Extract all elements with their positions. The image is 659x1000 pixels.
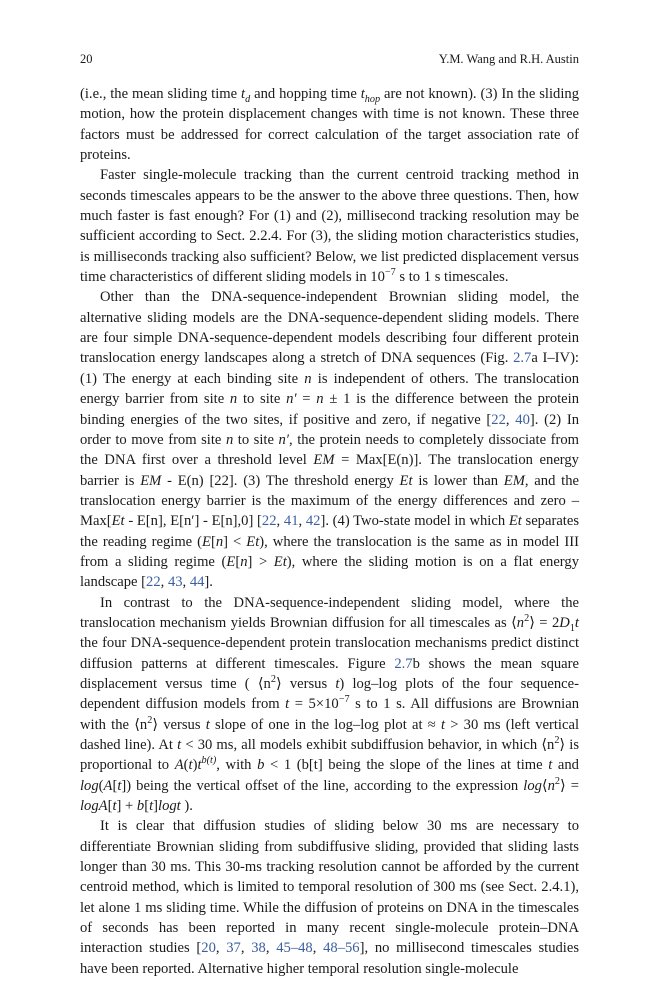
text-run: ± 1 is the difference between the protein binding energies of the two sites, if positive and zero, if negative [ bbox=[80, 391, 580, 428]
citation-link[interactable]: 43 bbox=[167, 574, 183, 591]
text-run: [ bbox=[235, 553, 241, 570]
text-run: EM bbox=[140, 472, 162, 489]
text-run: ], no millisecond timescales studies have been reported. Alternative higher temporal resolution single-molecule bbox=[80, 940, 580, 977]
text-run: > 30 ms (left vertical dashed line). At bbox=[80, 716, 579, 753]
text-run: is independent of others. The translocation energy barrier from site bbox=[80, 370, 579, 408]
paragraph bbox=[80, 593, 579, 817]
citation-link[interactable]: 44 bbox=[189, 574, 205, 591]
text-run: t bbox=[360, 86, 365, 102]
text-run: ). bbox=[180, 798, 193, 815]
text-run: t bbox=[241, 86, 246, 102]
text-run: ] > bbox=[247, 553, 274, 570]
text-run: s to 1 s timescales. bbox=[395, 269, 509, 286]
text-run: A bbox=[103, 777, 113, 794]
text-run: t bbox=[205, 716, 210, 733]
citation-link[interactable]: 41 bbox=[283, 513, 299, 530]
text-run: is proportional to bbox=[80, 737, 579, 774]
paragraph bbox=[80, 816, 579, 979]
text-run: , bbox=[276, 513, 284, 530]
text-run: ]. bbox=[204, 574, 213, 591]
text-run: It is clear that diffusion studies of sliding below 30 ms are necessary to differentiate Brownian sliding from subdiffusive sliding, provided that sliding lasts longer than 30 ms. This 30-ms tracking resolution cannot be afforded by the current centroid method, which is limited to temporal resolution of 300 ms (see Sect. 2.4.1), let alone 1 ms sliding time. While the diffusion of proteins on DNA in the timescales of seconds has been reported in many recent single-molecule protein–DNA interaction studies [ bbox=[80, 818, 579, 957]
text-run: ⟨ bbox=[511, 614, 517, 631]
citation-link[interactable]: 20 bbox=[201, 940, 216, 957]
text-run: n bbox=[240, 553, 248, 570]
text-run: ) bbox=[192, 757, 198, 774]
text-run: t bbox=[548, 757, 553, 774]
text-run: and hopping time bbox=[250, 86, 361, 102]
citation-link[interactable]: 38 bbox=[251, 940, 266, 957]
running-head: Y.M. Wang and R.H. Austin bbox=[438, 52, 579, 66]
text-run: Et bbox=[246, 533, 260, 550]
text-run: ⟨n bbox=[257, 675, 271, 692]
text-run: n′ bbox=[278, 431, 289, 448]
page-number: 20 bbox=[80, 52, 93, 66]
text-run: ⟩ = 2 bbox=[529, 614, 560, 631]
text-run: Et bbox=[399, 472, 413, 489]
text-run: ⟨n bbox=[134, 716, 148, 733]
text-run: t bbox=[440, 716, 446, 733]
text-run: b(t) bbox=[201, 755, 217, 767]
text-run: t bbox=[112, 798, 117, 815]
text-run: log bbox=[80, 777, 99, 794]
text-run: ]) being the vertical offset of the line, according to the expression bbox=[121, 777, 524, 794]
text-run: , bbox=[505, 411, 516, 428]
text-run: s to 1 s. All diffusions are Brownian with the bbox=[80, 696, 579, 733]
citation-link[interactable]: 22 bbox=[491, 411, 506, 428]
text-run: ] + bbox=[116, 798, 137, 815]
text-run: −7 bbox=[384, 267, 396, 279]
text-run: , bbox=[215, 940, 227, 957]
text-run: 2 bbox=[524, 613, 530, 625]
text-run: [ bbox=[112, 777, 118, 794]
text-run: , bbox=[312, 940, 324, 957]
text-run: t bbox=[149, 798, 154, 815]
text-run: Faster single-molecule tracking than the current centroid tracking method in seconds timescales appears to be the answer to the above three questions. Then, how much faster is fast enough? For (1) and (2), millisecond tracking resolution may be sufficient according to Sect. 2.2.4. For (3), the sliding motion characteristics studies, is milliseconds tracking also sufficient? Below, we list predicted displacement versus time characteristics of different sliding models in 10 bbox=[80, 167, 579, 286]
text-run: ⟩ bbox=[152, 716, 159, 733]
text-run: ]. (2) In order to move from site bbox=[80, 411, 579, 448]
text-run: 2 bbox=[147, 714, 153, 726]
text-run: n′ bbox=[286, 391, 297, 408]
text-run: ⟨n bbox=[541, 737, 555, 753]
text-run: Et bbox=[273, 553, 287, 570]
text-run: ⟨ bbox=[541, 777, 548, 794]
text-run: 2 bbox=[554, 735, 560, 747]
text-run: , the protein needs to completely dissociate from the DNA first over a threshold level bbox=[80, 431, 579, 469]
text-run: EM bbox=[313, 452, 335, 469]
text-run: to site bbox=[237, 391, 287, 408]
page-header bbox=[80, 52, 579, 70]
text-run: logt bbox=[158, 798, 181, 815]
text-run: are not known). (3) In the sliding motion, how the protein displacement changes with time is not known. These three factors must be addressed for correct calculation of the target association rate of proteins. bbox=[80, 86, 579, 164]
body-text bbox=[80, 84, 579, 979]
text-run: Et bbox=[111, 513, 125, 530]
text-run: t bbox=[188, 757, 193, 774]
text-run: (i.e., the mean sliding time bbox=[80, 86, 242, 102]
text-run: = bbox=[296, 391, 317, 408]
text-run: , bbox=[240, 940, 252, 957]
citation-link[interactable]: 37 bbox=[226, 940, 241, 957]
paragraph bbox=[80, 84, 579, 165]
text-run: D bbox=[559, 614, 570, 631]
text-run: ] bbox=[153, 798, 159, 815]
text-run: b bbox=[257, 757, 265, 774]
text-run: Other than the DNA-sequence-independent Brownian sliding model, the alternative sliding models are the DNA-sequence-dependent sliding models. There are four simple DNA-sequence-dependent models describing four different protein translocation energy landscapes along a stretch of DNA sequences (Fig. bbox=[80, 289, 579, 367]
text-run: ] < bbox=[223, 533, 247, 550]
paragraph bbox=[80, 287, 579, 592]
text-run: ⟩ bbox=[559, 737, 566, 753]
text-run: the four DNA-sequence-dependent protein translocation mechanisms predict distinct diffusion patterns at different timescales. Figure bbox=[80, 635, 579, 672]
text-run: a I–IV): (1) The energy at each binding site bbox=[80, 350, 579, 387]
text-run: t bbox=[117, 777, 122, 794]
citation-link[interactable]: 2.7 bbox=[513, 350, 532, 367]
text-run: ) log–log plots of the four sequence-dependent diffusion models from bbox=[80, 675, 579, 713]
citation-link[interactable]: 22 bbox=[146, 574, 161, 591]
text-run: = 5×10 bbox=[289, 696, 339, 713]
text-run: Et bbox=[508, 513, 522, 530]
citation-link[interactable]: 42 bbox=[305, 513, 321, 530]
text-run: 1 bbox=[569, 622, 575, 634]
text-run: t bbox=[574, 614, 579, 631]
text-run: < 1 (b[t] being the slope of the lines at time bbox=[264, 757, 549, 774]
text-run: E bbox=[202, 533, 211, 550]
text-run: n bbox=[516, 614, 525, 631]
text-run: , bbox=[182, 574, 190, 591]
text-run: [ bbox=[107, 798, 113, 815]
text-run: ( bbox=[98, 777, 104, 794]
text-run: ⟩ = bbox=[560, 777, 579, 794]
text-run: hop bbox=[364, 93, 381, 105]
text-run: [ bbox=[144, 798, 150, 815]
text-run: separates the reading regime ( bbox=[80, 513, 580, 550]
text-run: is lower than bbox=[412, 472, 504, 489]
text-run: < 30 ms, all models exhibit subdiffusion behavior, in which bbox=[181, 737, 542, 753]
text-run: n bbox=[215, 533, 224, 550]
text-run: In contrast to the DNA-sequence-independent sliding model, where the translocation mechanism yields Brownian diffusion for all timescales as bbox=[80, 594, 579, 631]
text-run: logA bbox=[80, 798, 108, 815]
text-run: and bbox=[552, 757, 579, 774]
text-run: b shows the mean square displacement versus time ( bbox=[80, 655, 579, 692]
citation-link[interactable]: 22 bbox=[261, 513, 277, 530]
text-run: , and the translocation energy barrier is the maximum of the energy differences and zero – Max[ bbox=[80, 472, 579, 530]
text-run: versus bbox=[158, 716, 206, 733]
text-run: EM bbox=[503, 472, 525, 489]
text-run: ]. (4) Two-state model in which bbox=[320, 513, 509, 530]
text-run: [ bbox=[210, 533, 216, 550]
text-run: ), where the sliding motion is on a flat energy landscape [ bbox=[80, 553, 579, 591]
text-run: , bbox=[265, 940, 277, 957]
text-run: b bbox=[136, 798, 145, 815]
text-run: n bbox=[225, 431, 234, 448]
text-run: - E(n) [22]. (3) The threshold energy bbox=[161, 472, 400, 489]
text-run: −7 bbox=[338, 694, 350, 706]
text-run: slope of one in the log–log plot at ≈ bbox=[209, 716, 441, 733]
text-run: n bbox=[547, 777, 555, 794]
text-run: , bbox=[160, 574, 168, 591]
text-run: = Max[E(n)]. The translocation energy barrier is bbox=[80, 452, 579, 489]
text-run: E bbox=[226, 553, 236, 570]
text-run: versus bbox=[281, 675, 336, 692]
text-run: n bbox=[229, 391, 238, 408]
text-run: , with bbox=[216, 757, 258, 774]
text-run: t bbox=[197, 757, 202, 774]
text-run: t bbox=[177, 737, 182, 753]
citation-link[interactable]: 48–56 bbox=[323, 940, 360, 957]
text-run: ), where the translocation is the same as in model III from a sliding regime ( bbox=[80, 533, 579, 570]
text-run: ( bbox=[183, 757, 189, 774]
text-run: log bbox=[523, 777, 542, 794]
text-run: t bbox=[285, 696, 290, 713]
citation-link[interactable]: 40 bbox=[515, 411, 530, 428]
text-run: d bbox=[245, 93, 251, 105]
text-run: to site bbox=[233, 431, 279, 448]
text-run: n bbox=[304, 370, 312, 387]
text-run: 2 bbox=[270, 674, 276, 686]
text-run: A bbox=[174, 757, 184, 774]
text-run: - E[n], E[n′] - E[n],0] [ bbox=[124, 513, 262, 530]
text-run: t bbox=[335, 675, 340, 692]
citation-link[interactable]: 45–48 bbox=[276, 940, 313, 957]
text-run: ⟩ bbox=[275, 675, 282, 692]
text-run: n bbox=[316, 391, 324, 408]
citation-link[interactable]: 2.7 bbox=[394, 655, 413, 672]
text-run: 2 bbox=[554, 775, 561, 787]
text-run: , bbox=[298, 513, 306, 530]
paragraph bbox=[80, 165, 579, 287]
